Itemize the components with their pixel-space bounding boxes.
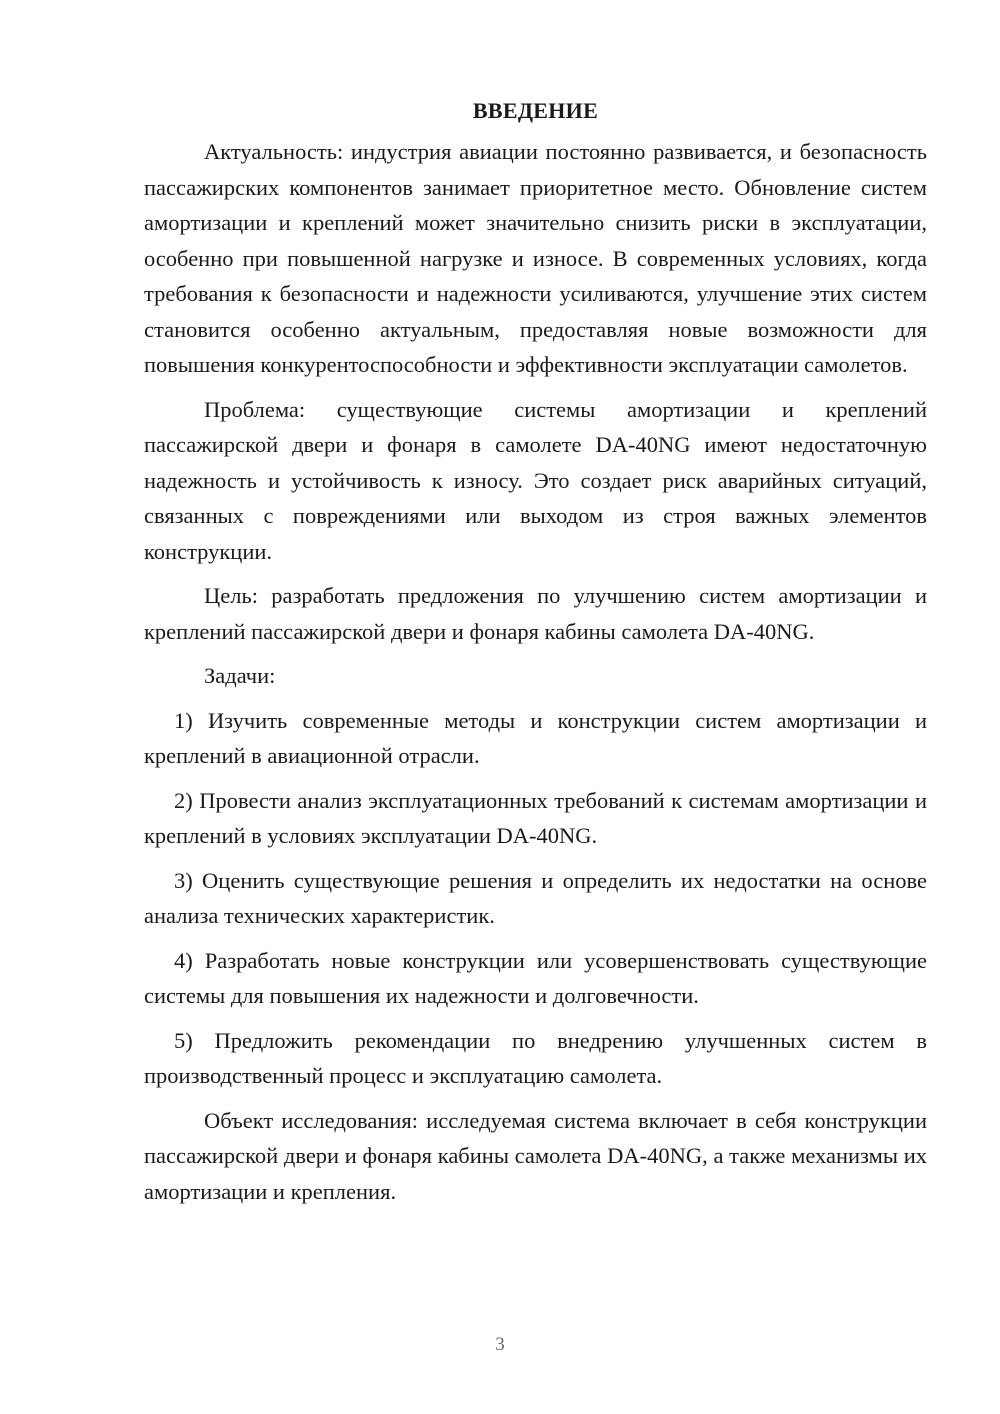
task-item-1: 1) Изучить современные методы и конструкции систем амортизации и креплений в авиационной отрасли. — [144, 707, 927, 768]
document-page — [144, 96, 927, 1218]
section-title: ВВЕДЕНИЕ — [472, 98, 599, 123]
problem-paragraph: Проблема: существующие системы амортизации и креплений пассажирской двери и фонаря в самолете DA-40NG имеют недостаточную надежность и устойчивость к износу. Это создает риск аварийных ситуаций, связанных с повреждениями или выходом из строя важных элементов конструкции. — [144, 396, 927, 564]
tasks-heading: Задачи: — [204, 663, 276, 688]
object-paragraph: Объект исследования: исследуемая система включает в себя конструкции пассажирской двери и фонаря кабины самолета DA-40NG, а также механизмы их амортизации и крепления. — [144, 1107, 927, 1204]
goal-paragraph: Цель: разработать предложения по улучшению систем амортизации и креплений пассажирской двери и фонаря кабины самолета DA-40NG. — [144, 583, 927, 644]
task-item-5: 5) Предложить рекомендации по внедрению улучшенных систем в производственный процесс и эксплуатацию самолета. — [144, 1027, 927, 1088]
relevance-text-tail: конкурентоспособности и эффективности эксплуатации самолетов. — [260, 352, 908, 377]
task-item-2: 2) Провести анализ эксплуатационных требований к системам амортизации и креплений в условиях эксплуатации DA-40NG. — [144, 787, 927, 848]
task-item-4: 4) Разработать новые конструкции или усовершенствовать существующие системы для повышения их надежности и долговечности. — [144, 947, 927, 1008]
page-number: 3 — [495, 1334, 505, 1355]
relevance-paragraph — [144, 134, 927, 383]
task-item-3: 3) Оценить существующие решения и определить их недостатки на основе анализа технических характеристик. — [144, 867, 927, 928]
relevance-text: Актуальность: индустрия авиации постоянно развивается, и безопасность пассажирских компонентов занимает приоритетное место. Обновление систем амортизации и креплений может значительно снизить риски в эксплуатации, особенно при повышенной нагрузке и износе. В современных условиях, когда требования к безопасности и надежности усиливаются, улучшение этих систем становится особенно актуальным, предоставляя новые возможности для повышения — [144, 139, 927, 377]
